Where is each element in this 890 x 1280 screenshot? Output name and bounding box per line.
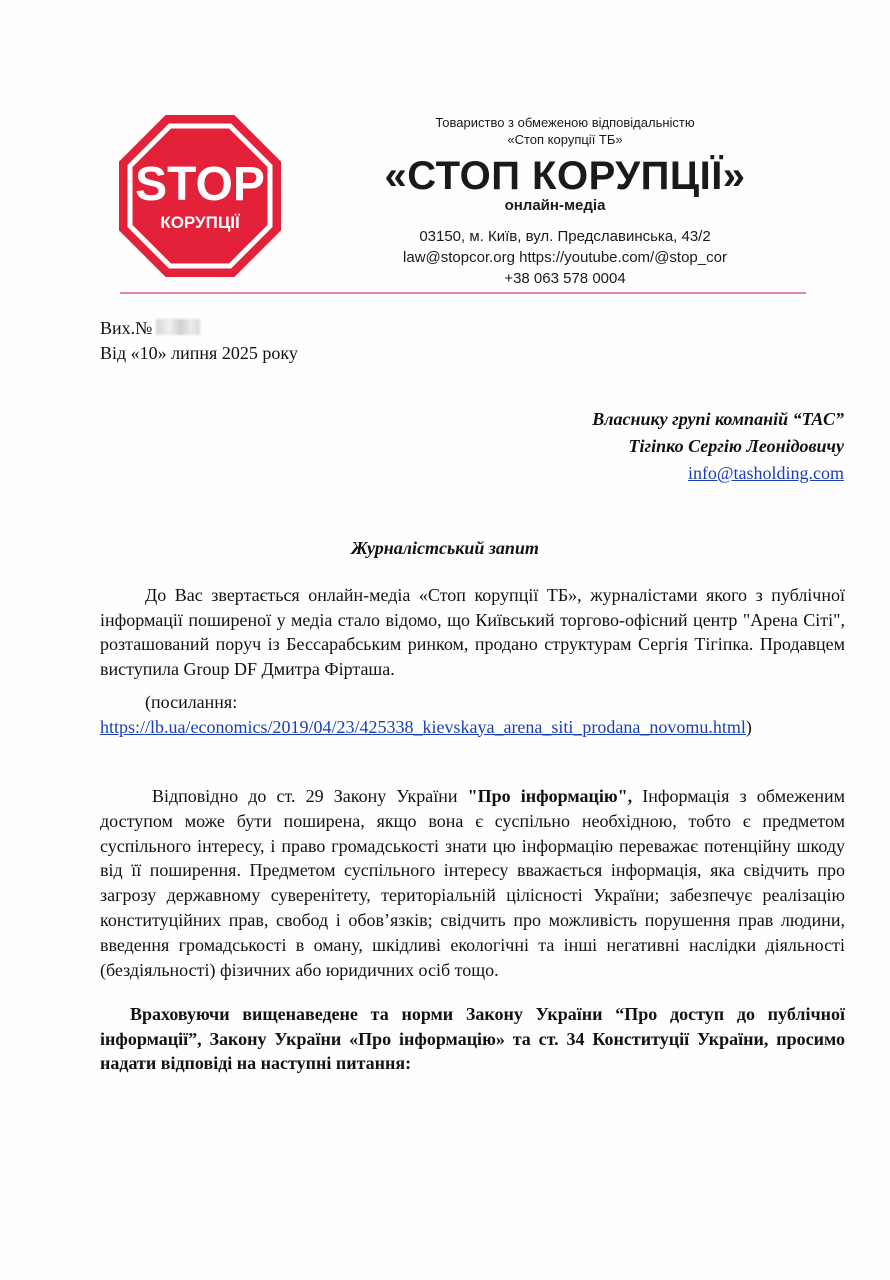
reference-date: Від «10» липня 2025 року (100, 343, 298, 363)
address-line: 03150, м. Київ, вул. Предславинська, 43/2 (419, 228, 711, 245)
reference-number-label: Вих.№ (100, 318, 153, 338)
stop-sign-logo (118, 114, 282, 278)
paragraph-source-link (100, 690, 845, 739)
reference-number-line (100, 316, 298, 341)
letterhead-divider (120, 292, 806, 294)
paragraph-intro: До Вас звертається онлайн-медіа «Стоп корупції ТБ», журналістами якого з публічної інформації поширеної у медіа стало відомо, що Київський торгово-офісний центр "Арена Сіті", розташований поруч із Бессарабським ринком, продано структурам Сергія Тігіпка. Продавцем виступила Group DF Дмитра Фірташа. (100, 585, 845, 679)
phone-line: +38 063 578 0004 (504, 270, 626, 287)
addressee-email-link[interactable]: info@tasholding.com (687, 463, 844, 483)
brand-title: «СТОП КОРУПЦІЇ» (384, 154, 746, 198)
contacts-line: law@stopcor.org https://youtube.com/@stop_cor (403, 249, 727, 266)
paragraph-law-reference (100, 784, 845, 982)
logo-stop-text: STOP (135, 158, 265, 211)
law-text-rest: Інформація з обмеженим доступом може бути поширена, якщо вона є суспільно необхідною, тобто є предметом суспільного інтересу, і право громадськості знати цю інформацію переважає потенційну шкоду від її поширення. Предметом суспільного інтересу вважається інформація, яка свідчить про загрозу державному суверенітету, територіальній цілісності України; забезпечує реалізацію конституційних прав, свобод і обов’язків; свідчить про можливість порушення прав людини, введення громадськості в оману, шкідливі екологічні та інші негативні наслідки діяльності (бездіяльності) фізичних або юридичних осіб тощо. (100, 786, 846, 980)
source-link-close: ) (745, 716, 752, 737)
addressee-title: Власнику групі компаній “ТАС” (592, 409, 844, 429)
paragraph-request: Враховуючи вищенаведене та норми Закону України “Про доступ до публічної інформації”, Закону України «Про інформацію» та ст. 34 Конституції України, просимо надати відповіді на наступні питання: (100, 1004, 845, 1073)
law-text-start: Відповідно до ст. 29 Закону України (152, 786, 468, 806)
logo-korupcii-text: КОРУПЦІЇ (160, 213, 240, 232)
law-name-bold: "Про інформацію", (467, 786, 633, 806)
outgoing-reference (100, 316, 298, 366)
company-line-1: Товариство з обмеженою відповідальністю (435, 115, 695, 130)
addressee-block (592, 406, 844, 487)
company-line-2: «Стоп корупції ТБ» (507, 132, 623, 147)
brand-subtitle: онлайн-медіа (504, 197, 606, 214)
company-name (360, 114, 770, 148)
source-link-label: (посилання: (145, 692, 238, 712)
document-title: Журналістський запит (351, 538, 539, 558)
addressee-name: Тігіпко Сергію Леонідовичу (628, 436, 844, 456)
letterhead-contacts (350, 226, 780, 289)
redacted-number (156, 319, 200, 335)
source-link[interactable]: https://lb.ua/economics/2019/04/23/425338_kievskaya_arena_siti_prodana_novomu.html (100, 716, 746, 737)
